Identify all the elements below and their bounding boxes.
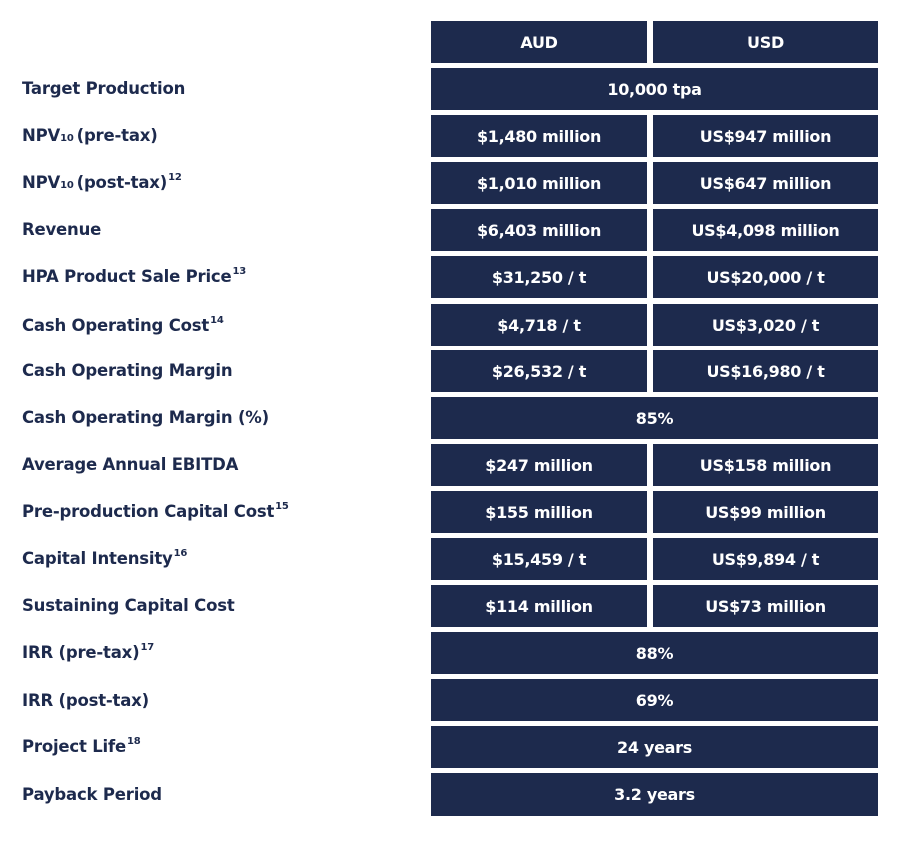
header-aud: AUD (431, 21, 647, 63)
row-label-payback-period: Payback Period (22, 784, 162, 804)
value-payback-period: 3.2 years (431, 773, 878, 816)
row-label-revenue: Revenue (22, 219, 102, 239)
row-label-target-production: Target Production (22, 78, 186, 98)
value-irr-pre-tax: 88% (431, 632, 878, 674)
aud-capital-intensity: $15,459 / t (431, 538, 647, 580)
aud-sustaining-capital-cost: $114 million (431, 585, 647, 627)
aud-hpa-sale-price: $31,250 / t (431, 256, 647, 298)
usd-revenue: US$4,098 million (653, 209, 878, 251)
aud-revenue: $6,403 million (431, 209, 647, 251)
usd-capital-intensity: US$9,894 / t (653, 538, 878, 580)
row-label-irr-post-tax: IRR (post-tax) (22, 690, 149, 710)
aud-average-annual-ebitda: $247 million (431, 444, 647, 486)
value-target-production: 10,000 tpa (431, 68, 878, 110)
row-label-npv-post-tax: NPV 10 (post-tax) 12 (22, 171, 182, 192)
row-label-sustaining-capital-cost: Sustaining Capital Cost (22, 595, 235, 615)
row-label-average-annual-ebitda: Average Annual EBITDA (22, 454, 239, 474)
aud-preproduction-capital-cost: $155 million (431, 491, 647, 533)
header-usd: USD (653, 21, 878, 63)
row-label-cash-operating-margin: Cash Operating Margin (22, 360, 233, 380)
row-label-irr-pre-tax: IRR (pre-tax) 17 (22, 641, 154, 662)
usd-cash-operating-margin: US$16,980 / t (653, 350, 878, 392)
aud-cash-operating-cost: $4,718 / t (431, 304, 647, 346)
row-label-preproduction-capital-cost: Pre-production Capital Cost 15 (22, 500, 289, 521)
aud-npv-post-tax: $1,010 million (431, 162, 647, 204)
row-label-capital-intensity: Capital Intensity 16 (22, 547, 188, 568)
value-irr-post-tax: 69% (431, 679, 878, 721)
usd-hpa-sale-price: US$20,000 / t (653, 256, 878, 298)
value-project-life: 24 years (431, 726, 878, 768)
aud-cash-operating-margin: $26,532 / t (431, 350, 647, 392)
aud-npv-pre-tax: $1,480 million (431, 115, 647, 157)
row-label-cash-operating-cost: Cash Operating Cost 14 (22, 314, 224, 335)
usd-average-annual-ebitda: US$158 million (653, 444, 878, 486)
row-label-cash-operating-margin-pct: Cash Operating Margin (%) (22, 407, 269, 427)
row-label-project-life: Project Life 18 (22, 735, 141, 756)
usd-npv-post-tax: US$647 million (653, 162, 878, 204)
usd-preproduction-capital-cost: US$99 million (653, 491, 878, 533)
row-label-npv-pre-tax: NPV 10 (pre-tax) (22, 125, 158, 145)
usd-sustaining-capital-cost: US$73 million (653, 585, 878, 627)
usd-npv-pre-tax: US$947 million (653, 115, 878, 157)
value-cash-operating-margin-pct: 85% (431, 397, 878, 439)
row-label-hpa-sale-price: HPA Product Sale Price 13 (22, 265, 247, 286)
usd-cash-operating-cost: US$3,020 / t (653, 304, 878, 346)
